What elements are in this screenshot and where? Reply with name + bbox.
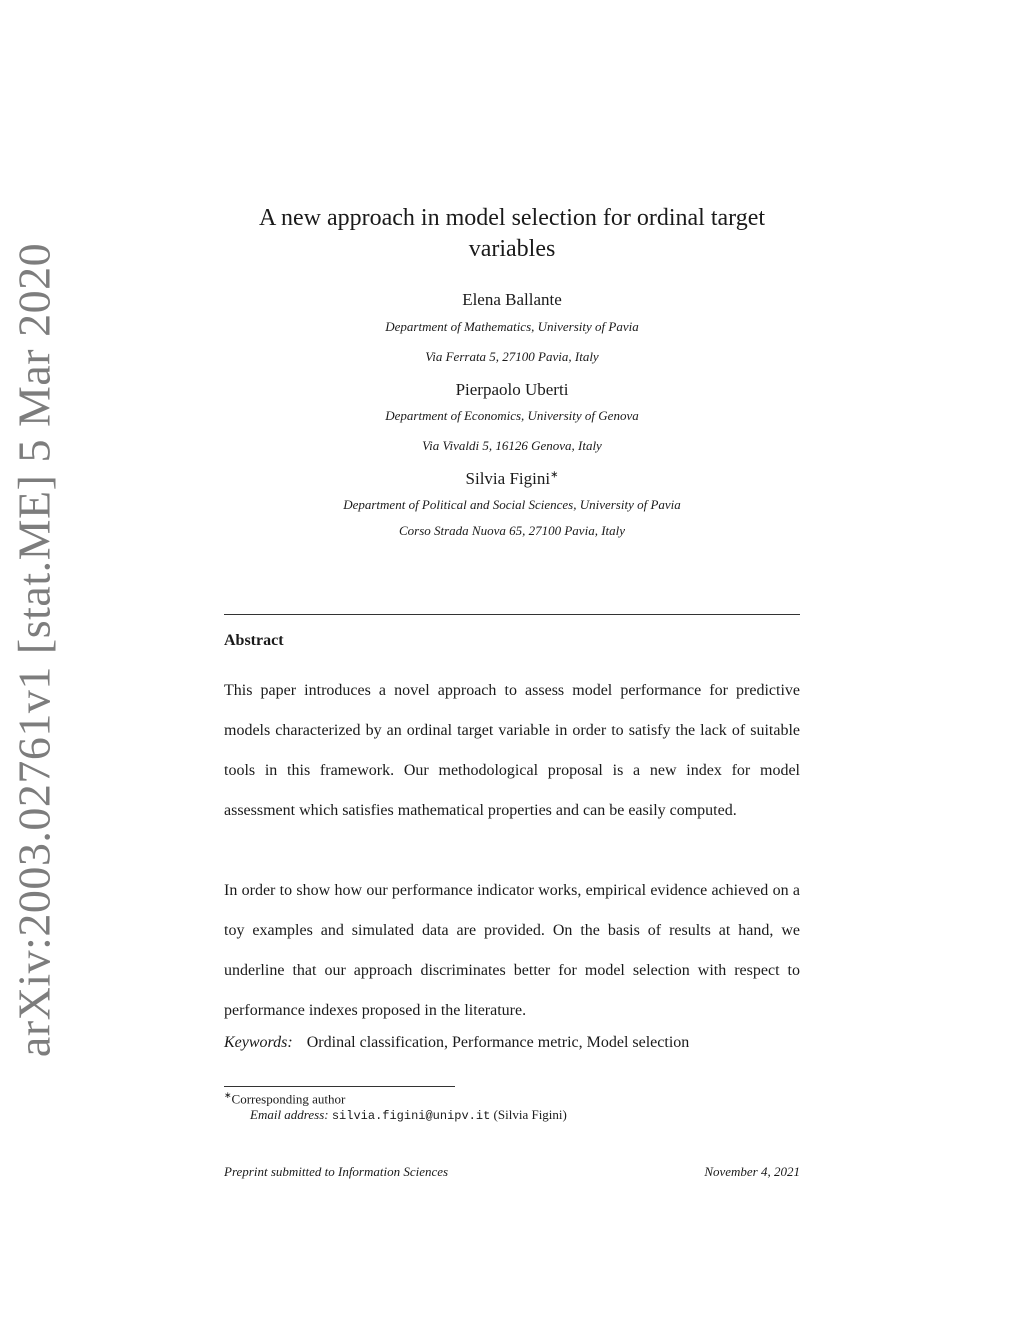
author-address-2: Via Vivaldi 5, 16126 Genova, Italy [422,438,602,453]
keywords-label: Keywords: [224,1034,293,1051]
author-affiliation-2: Department of Economics, University of Genova [385,408,639,423]
author-name-3-text: Silvia Figini [465,469,551,488]
footnote-line-1: Corresponding author [231,1091,346,1107]
author-affiliation-1: Department of Mathematics, University of Pavia [385,319,639,334]
title-line-2: variables [468,236,556,262]
footnote-rule [224,1086,455,1087]
author-affiliation-3: Department of Political and Social Sciences, University of Pavia [343,497,681,512]
email-link[interactable]: silvia.figini@unipv.it [331,1109,491,1123]
abstract-heading: Abstract [224,632,284,649]
abstract-paragraph-2: In order to show how our performance indicator works, empirical evidence achieved on a toy examples and simulated data are provided. On the basis of results at hand, we underline that our approach discriminates better for model selection with respect to performance indexes proposed in the literature. [224,882,800,1019]
author-name-2: Pierpaolo Uberti [455,380,569,399]
paper-title [200,203,824,265]
author-name-3 [200,469,824,489]
footnote-email [250,1107,567,1123]
footnote-corresponding [224,1090,345,1107]
keywords [224,1034,800,1052]
author-name-1: Elena Ballante [462,290,562,309]
footnote-mark: ∗ [224,1090,232,1100]
keywords-value: Ordinal classification, Performance metric, Model selection [306,1034,690,1051]
email-owner: (Silvia Figini) [493,1107,567,1122]
abstract-top-rule [224,614,800,615]
abstract-paragraph-1: This paper introduces a novel approach to assess model performance for predictive models characterized by an ordinal target variable in order to satisfy the lack of suitable tools in this framework. Our methodological proposal is a new index for model assessment which satisfies mathematical properties and can be easily computed. [224,682,800,819]
title-line-1: A new approach in model selection for ordinal target [258,205,766,231]
corresponding-author-mark: ∗ [550,469,559,481]
author-address-1: Via Ferrata 5, 27100 Pavia, Italy [425,349,599,364]
author-address-3: Corso Strada Nuova 65, 27100 Pavia, Italy [398,523,626,538]
arxiv-stamp: arXiv:2003.02761v1 [stat.ME] 5 Mar 2020 [8,242,60,1058]
email-label: Email address: [250,1107,329,1122]
footer-preprint-note: Preprint submitted to Information Sciences [224,1164,449,1179]
footer-date: November 4, 2021 [704,1164,800,1179]
